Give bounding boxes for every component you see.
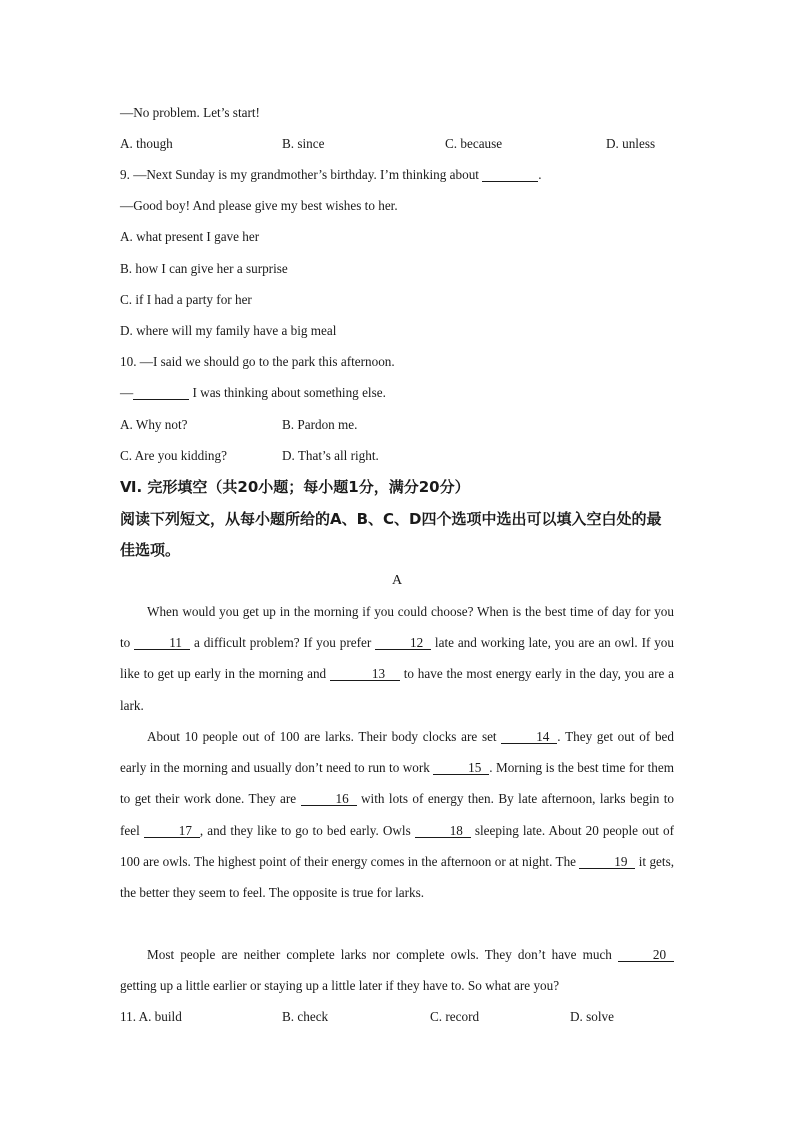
q9-option-d: D. where will my family have a big meal <box>120 323 337 338</box>
q9-option-c: C. if I had a party for her <box>120 292 252 307</box>
passage-paragraph-2: About 10 people out of 100 are larks. Their body clocks are set 14 . They get out of bed early in the morning and usually don’t need to run to work 15 . Morning is the best time for them to get their work done. They are 16 with lots of energy then. By late afternoon, larks begin to feel 17 , and they like to go to bed early. Owls 18 sleeping late. About 20 people out of 100 are owls. The highest point of their energy comes in the afternoon or at night. The 19 it gets, the better they seem to feel. The opposite is true for larks. <box>120 729 674 901</box>
blank-14: 14 <box>501 730 557 744</box>
q10-reply: — I was thinking about something else. <box>120 385 386 400</box>
q8-option-c: C. because <box>445 136 503 151</box>
q10-blank <box>133 386 189 400</box>
q9-prompt: 9. —Next Sunday is my grandmother’s birthday. I’m thinking about . <box>120 167 542 182</box>
q8-option-d: D. unless <box>606 136 656 151</box>
q11-option-c: C. record <box>430 1009 480 1024</box>
section-instruction: 阅读下列短文，从每小题所给的A、B、C、D四个选项中选出可以填入空白处的最佳选项。 <box>120 510 662 559</box>
passage-paragraph-1: When would you get up in the morning if you could choose? When is the best time of day for you to 11 a difficult problem? If you prefer 12 late and working late, you are an owl. If you like to get up early in the morning and 13 to have the most energy early in the day, you are a lark. <box>120 604 674 713</box>
q9-option-a: A. what present I gave her <box>120 229 260 244</box>
blank-11: 11 <box>134 636 190 650</box>
q8-reply: —No problem. Let’s start! <box>120 105 260 120</box>
blank-16: 16 <box>301 792 357 806</box>
q10-option-b: B. Pardon me. <box>282 417 358 432</box>
q11-option-d: D. solve <box>570 1009 614 1024</box>
q9-option-b: B. how I can give her a surprise <box>120 261 288 276</box>
passage-paragraph-3: Most people are neither complete larks nor complete owls. They don’t have much 20 getting up a little earlier or staying up a little later if they have to. So what are you? <box>120 939 674 1001</box>
section-heading: Ⅵ. 完形填空（共20小题；每小题1分，满分20分） <box>120 478 470 496</box>
passage-label: A <box>391 573 403 588</box>
blank-18: 18 <box>415 824 471 838</box>
q8-option-a: A. though <box>120 136 173 151</box>
blank-12: 12 <box>375 636 431 650</box>
blank-13: 13 <box>330 667 400 681</box>
blank-20: 20 <box>618 948 674 962</box>
q11-option-b: B. check <box>282 1009 329 1024</box>
q10-option-a: A. Why not? <box>120 417 188 432</box>
q11-option-a: 11. A. build <box>120 1009 182 1024</box>
blank-17: 17 <box>144 824 200 838</box>
q10-prompt: 10. —I said we should go to the park this afternoon. <box>120 354 395 369</box>
blank-19: 19 <box>579 855 635 869</box>
blank-15: 15 <box>433 761 489 775</box>
q9-blank <box>482 168 538 182</box>
q8-option-b: B. since <box>282 136 325 151</box>
q10-option-c: C. Are you kidding? <box>120 448 227 463</box>
q9-reply: —Good boy! And please give my best wishes to her. <box>120 198 398 213</box>
q10-option-d: D. That’s all right. <box>282 448 379 463</box>
